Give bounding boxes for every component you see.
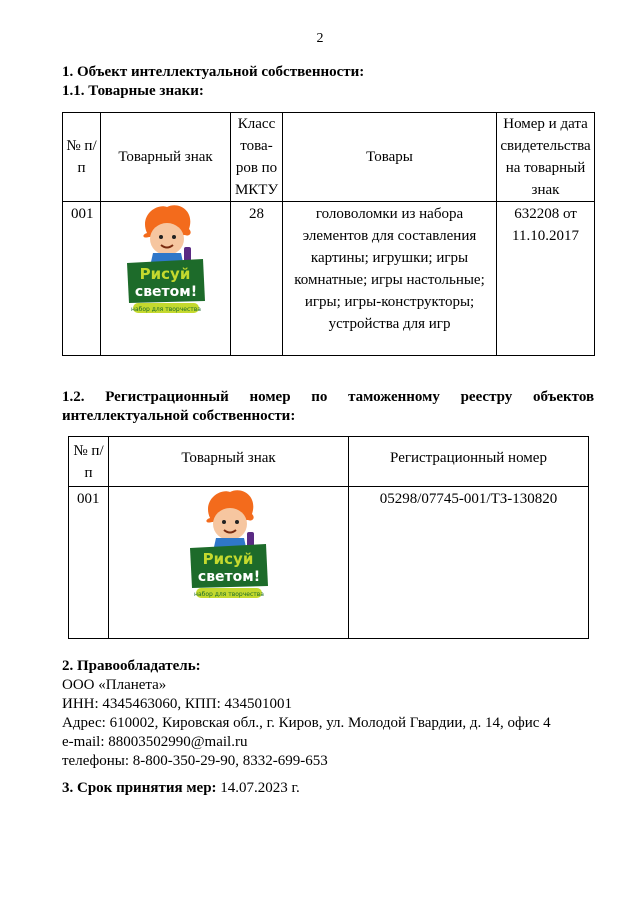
page-number: 2 <box>316 31 324 46</box>
header-number: № п/п <box>63 113 101 202</box>
section-3-label: 3. Срок принятия мер: <box>62 780 217 796</box>
section-2-title: 2. Правообладатель: <box>62 658 201 674</box>
section-1-1-title: 1.1. Товарные знаки: <box>62 83 204 99</box>
row-goods: головоломки из набора элементов для составления картины; игрушки; игры комнатные; игры настольные; игры; игры-конструкторы; устройства для игр <box>283 202 497 356</box>
row-number: 001 <box>63 202 101 356</box>
row-certificate: 632208 от 11.10.2017 <box>497 202 595 356</box>
section-3-value: 14.07.2023 г. <box>216 780 300 796</box>
header-reg-number: Регистрационный номер <box>349 437 589 487</box>
table-header-row <box>63 113 595 202</box>
customs-registry-table <box>68 436 589 639</box>
section-1-2-title-cont: интеллектуальной собственности: <box>62 408 296 424</box>
logo-tagline: набор для творчества <box>130 306 201 313</box>
holder-address: Адрес: 610002, Кировская обл., г. Киров, ул. Молодой Гвардии, д. 14, офис 4 <box>62 715 551 731</box>
header-goods: Товары <box>283 113 497 202</box>
row-reg-number: 05298/07745-001/ТЗ-130820 <box>349 487 589 639</box>
trademark-cell <box>101 202 231 356</box>
risuy-svetom-logo <box>123 203 209 315</box>
section-1-2-title: 1.2. Регистрационный номер по таможенному реестру объектов <box>62 389 595 405</box>
trademarks-table <box>62 112 595 356</box>
risuy-svetom-logo <box>186 488 272 600</box>
logo-text-line2: светом! <box>197 569 260 585</box>
holder-phones: телефоны: 8-800-350-29-90, 8332-699-653 <box>62 753 328 769</box>
table-row <box>69 487 589 639</box>
holder-company: ООО «Планета» <box>62 677 167 693</box>
logo-tagline: набор для творчества <box>193 591 264 598</box>
header-certificate: Номер и дата свидетельства на товарный знак <box>497 113 595 202</box>
trademark-cell <box>109 487 349 639</box>
row-class: 28 <box>231 202 283 356</box>
row-number: 001 <box>69 487 109 639</box>
section-1-title: 1. Объект интеллектуальной собственности: <box>62 64 365 80</box>
header-trademark: Товарный знак <box>109 437 349 487</box>
logo-text-line1: Рисуй <box>202 550 253 568</box>
section-3 <box>62 779 300 798</box>
header-class: Класс това-ров по МКТУ <box>231 113 283 202</box>
table-header-row <box>69 437 589 487</box>
holder-email: e-mail: 88003502990@mail.ru <box>62 734 248 750</box>
table-row <box>63 202 595 356</box>
header-trademark: Товарный знак <box>101 113 231 202</box>
header-number: № п/п <box>69 437 109 487</box>
logo-text-line2: светом! <box>134 284 197 300</box>
holder-inn: ИНН: 4345463060, КПП: 434501001 <box>62 696 293 712</box>
logo-text-line1: Рисуй <box>139 265 190 283</box>
